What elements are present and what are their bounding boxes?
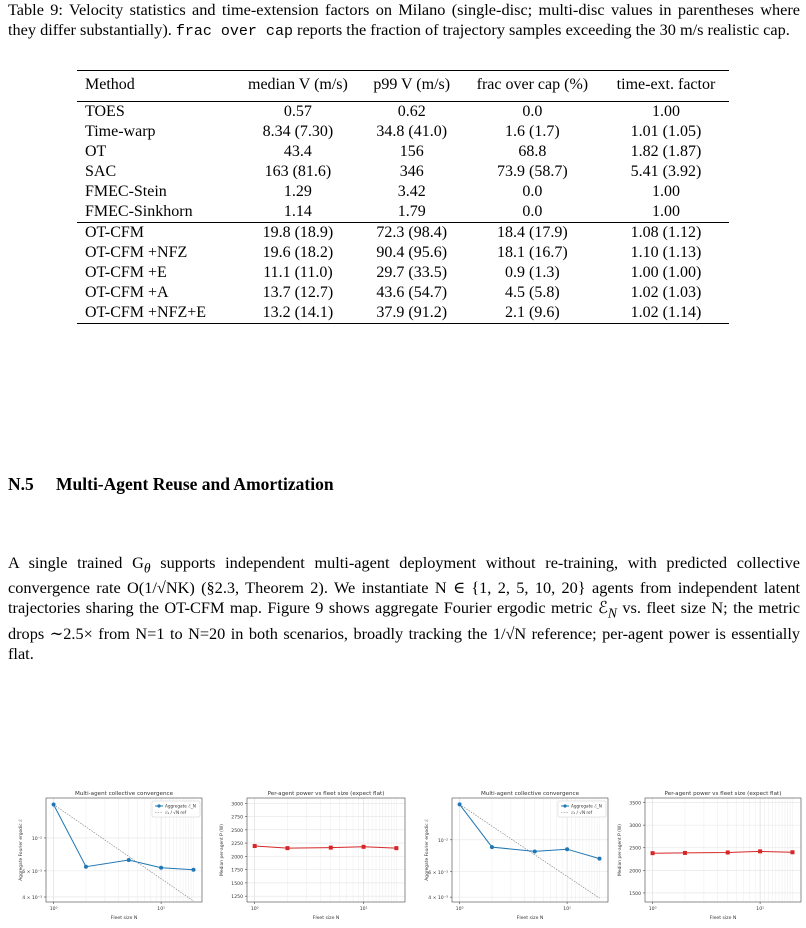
para-part-2: supports independent multi-agent deployment without re-training, with predicted collective convergence rate O(1/√NK) (§2.3, Theorem 2). We instantiate N ∈ {1, 2, 5, 10, 20} agents from independent latent trajectories sharing the OT-CFM map. Figure 9 shows aggregate Fourier ergodic metric ℰ	[8, 553, 801, 618]
legend-marker-aggregate	[157, 804, 160, 807]
data-point	[362, 845, 366, 849]
data-point	[790, 850, 794, 854]
table-cell: 346	[399, 163, 424, 180]
table-cell: 0.57	[283, 103, 312, 120]
table-row	[77, 142, 729, 162]
data-point	[394, 846, 398, 850]
table-cell: 1.79	[362, 202, 462, 223]
y-tick-label: 6 × 10⁻³	[428, 870, 448, 876]
series-line	[255, 846, 397, 848]
table-row	[77, 283, 729, 303]
table-cell: 37.9 (91.2)	[362, 303, 462, 324]
table-cell: 0.0	[522, 103, 543, 120]
table-cell: 0.0	[462, 202, 603, 223]
x-tick-label: 10⁰	[648, 907, 657, 912]
table-cell: 1.6 (1.7)	[505, 123, 560, 140]
x-tick-label: 10¹	[563, 907, 571, 912]
table-cell: TOES	[85, 103, 125, 120]
table-row	[77, 182, 729, 202]
legend-label-aggregate: Aggregate ℰ_N	[571, 803, 602, 809]
table-cell: 1.02 (1.03)	[630, 284, 702, 301]
table-row	[77, 102, 729, 123]
table-cell: 5.41 (3.92)	[630, 163, 702, 180]
para-sub-theta: θ	[143, 560, 151, 576]
data-point	[533, 849, 537, 853]
table-cell: 2.1 (9.6)	[462, 303, 603, 324]
table-cell: 1.00	[651, 183, 680, 200]
table-cell: 0.0	[522, 183, 543, 200]
table-cell: OT-CFM	[85, 224, 144, 241]
section-title: Multi-Agent Reuse and Amortization	[56, 474, 334, 494]
header-cell: time-ext. factor	[603, 71, 729, 102]
table-cell: 1.00	[651, 103, 680, 120]
plot-power-2	[607, 786, 805, 926]
data-point	[458, 802, 462, 806]
data-point	[651, 851, 655, 855]
data-point	[253, 844, 257, 848]
table-cell: 1.00 (1.00)	[630, 264, 702, 281]
y-tick-label: 2000	[231, 855, 243, 861]
table-cell: 1.29	[283, 183, 312, 200]
table-cell: FMEC-Stein	[85, 183, 167, 200]
body-paragraph	[8, 553, 800, 664]
x-tick-label: 10¹	[359, 907, 368, 912]
table-cell: 72.3 (98.4)	[376, 224, 448, 241]
y-tick-label: 2750	[231, 815, 243, 821]
table-cell: 1.00	[603, 202, 729, 223]
table-cell: 18.4 (17.9)	[497, 224, 568, 241]
data-point	[285, 846, 289, 850]
table-cell: 73.9 (58.7)	[497, 163, 568, 180]
plot-frame	[247, 798, 405, 902]
header-cell: median V (m/s)	[234, 71, 361, 102]
legend-label-ref: ℰ₁ / √N ref	[571, 810, 593, 815]
table-cell: 1.02 (1.14)	[603, 303, 729, 324]
plot-title: Per-agent power vs fleet size (expect flat)	[267, 791, 385, 797]
para-part-3: vs. fleet size N; the metric drops ∼2.5× from N=1 to N=20 in both scenarios, broadly tracking the 1/√N reference; per-agent power is essentially flat.	[8, 598, 800, 663]
table-row	[77, 303, 729, 324]
table-row	[77, 162, 729, 182]
table-cell: Time-warp	[85, 123, 156, 140]
legend-marker-aggregate	[563, 804, 566, 807]
table-cell: FMEC-Sinkhorn	[77, 202, 234, 223]
caption-code: frac over cap	[175, 22, 293, 40]
y-axis-label: Median per-agent P (W)	[618, 824, 623, 876]
y-tick-label: 2500	[231, 828, 243, 834]
table-cell: OT-CFM +NFZ+E	[77, 303, 234, 324]
section-number: N.5	[8, 474, 34, 494]
y-tick-label: 1500	[231, 881, 243, 887]
reference-line	[54, 805, 194, 901]
table-cell: 19.6 (18.2)	[262, 244, 334, 261]
table-cell: 43.4	[283, 143, 312, 160]
table-cell: 34.8 (41.0)	[376, 123, 448, 140]
table-cell: 1.10 (1.13)	[630, 244, 702, 261]
y-tick-label: 1500	[629, 891, 641, 897]
x-axis-label: Fleet size N	[709, 916, 737, 921]
table-cell: 19.8 (18.9)	[262, 224, 334, 241]
y-axis-label: Aggregate Fourier ergodic ℰ	[425, 819, 430, 881]
data-point	[127, 858, 131, 862]
table-cell: 156	[399, 143, 424, 160]
plot-title: Multi-agent collective convergence	[74, 791, 174, 797]
table-cell: SAC	[85, 163, 117, 180]
table-cell: 1.82 (1.87)	[630, 143, 702, 160]
legend-label-ref: ℰ₁ / √N ref	[165, 810, 187, 815]
table-cell: 29.7 (33.5)	[376, 264, 448, 281]
data-point	[329, 846, 333, 850]
data-point	[84, 865, 88, 869]
y-tick-label: 3500	[629, 801, 641, 807]
table-cell: 11.1 (11.0)	[263, 264, 333, 281]
x-axis-label: Fleet size N	[516, 916, 544, 921]
section-heading	[8, 474, 334, 495]
table-caption	[8, 0, 800, 41]
y-tick-label: 2500	[629, 846, 641, 852]
table-cell: 0.62	[397, 103, 426, 120]
data-point	[597, 857, 601, 861]
table-header-row	[77, 71, 729, 102]
table-cell: OT-CFM +A	[85, 284, 169, 301]
caption-prefix: Table 9: Velocity statistics and time-extension factors on Milano (single-disc; multi-disc values in parentheses where they differ substantially).	[8, 0, 800, 39]
table-cell: 68.8	[518, 143, 547, 160]
x-axis-label: Fleet size N	[110, 916, 138, 921]
plot-title: Multi-agent collective convergence	[480, 791, 580, 797]
table-cell: OT	[85, 143, 107, 160]
para-part-1: A single trained G	[8, 553, 144, 572]
velocity-table	[77, 70, 729, 324]
data-point	[490, 845, 494, 849]
y-tick-label: 2000	[629, 869, 641, 875]
series-line	[653, 851, 793, 853]
x-tick-label: 10⁰	[49, 907, 58, 912]
y-axis-label: Median per-agent P (W)	[220, 824, 225, 876]
y-tick-label: 1750	[231, 868, 243, 874]
caption-suffix: reports the fraction of trajectory samples exceeding the 30 m/s realistic cap.	[297, 19, 790, 39]
x-tick-label: 10¹	[157, 907, 165, 912]
x-tick-label: 10⁰	[250, 907, 259, 912]
x-tick-label: 10¹	[756, 907, 764, 912]
table-cell: 3.42	[397, 183, 426, 200]
legend-label-aggregate: Aggregate ℰ_N	[165, 803, 196, 809]
table-cell: 8.34 (7.30)	[262, 123, 334, 140]
plot-convergence-1	[8, 786, 206, 926]
table-cell: 43.6 (54.7)	[376, 284, 448, 301]
table-cell: 163 (81.6)	[264, 163, 332, 180]
header-cell: Method	[77, 71, 234, 102]
y-tick-label: 3000	[231, 802, 243, 808]
y-tick-label: 10⁻²	[31, 836, 42, 842]
table-cell: OT-CFM +NFZ	[85, 244, 188, 261]
plot-frame	[645, 798, 801, 902]
y-tick-label: 10⁻²	[437, 838, 448, 844]
y-tick-label: 3000	[629, 824, 641, 830]
table-cell: 0.9 (1.3)	[505, 264, 560, 281]
table-cell: 1.01 (1.05)	[630, 123, 702, 140]
table-row	[77, 263, 729, 283]
table-cell: 1.14	[234, 202, 361, 223]
data-point	[159, 866, 163, 870]
header-cell: p99 V (m/s)	[362, 71, 462, 102]
plot-convergence-2	[414, 786, 612, 926]
table-row	[77, 243, 729, 263]
plot-title: Per-agent power vs fleet size (expect flat)	[664, 791, 782, 797]
data-point	[52, 803, 56, 807]
table-cell: 18.1 (16.7)	[497, 244, 568, 261]
x-tick-label: 10⁰	[455, 907, 464, 912]
table-group-baselines	[77, 102, 729, 223]
y-tick-label: 4 × 10⁻³	[22, 895, 42, 901]
plot-power-1	[209, 786, 409, 926]
data-point	[726, 850, 730, 854]
table-row	[77, 122, 729, 142]
data-point	[191, 868, 195, 872]
y-tick-label: 6 × 10⁻³	[22, 869, 42, 875]
table-row	[77, 202, 729, 223]
table-cell: 4.5 (5.8)	[505, 284, 560, 301]
table-cell: 1.08 (1.12)	[630, 224, 702, 241]
table-cell: OT-CFM +E	[85, 264, 167, 281]
header-cell: frac over cap (%)	[462, 71, 603, 102]
table-cell: 90.4 (95.6)	[376, 244, 448, 261]
table-cell: 13.7 (12.7)	[262, 284, 334, 301]
para-sub-n: N	[607, 605, 617, 621]
y-tick-label: 1250	[231, 895, 243, 901]
y-axis-label: Aggregate Fourier ergodic ℰ	[19, 819, 24, 881]
table-row	[77, 223, 729, 244]
data-point	[758, 849, 762, 853]
table-cell: 13.2 (14.1)	[234, 303, 361, 324]
y-tick-label: 2250	[231, 842, 243, 848]
data-point	[565, 847, 569, 851]
data-point	[683, 851, 687, 855]
table-group-otcfm	[77, 223, 729, 324]
y-tick-label: 4 × 10⁻³	[428, 896, 448, 902]
x-axis-label: Fleet size N	[312, 916, 340, 921]
